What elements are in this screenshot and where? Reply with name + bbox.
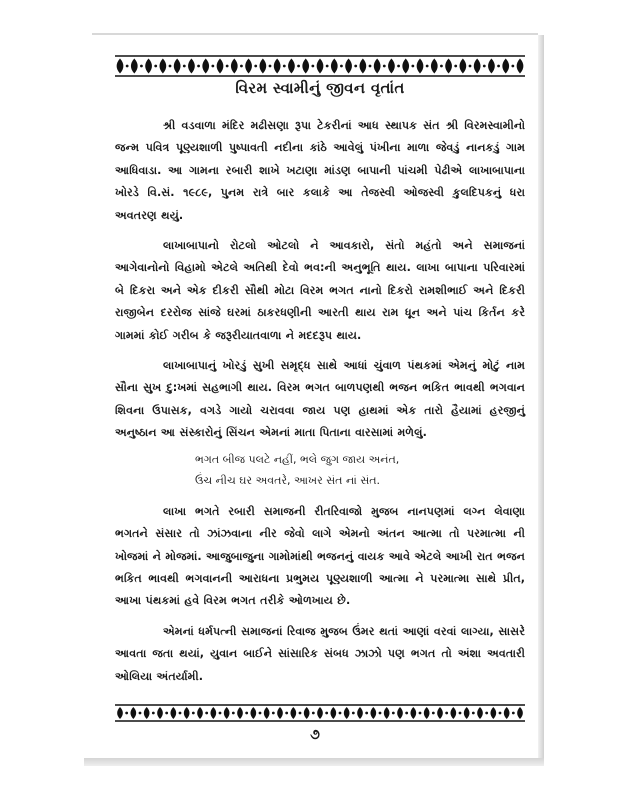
ornament-leaf — [504, 707, 510, 719]
ornament-dot — [285, 712, 288, 715]
paragraph: લાખાબાપાનો રોટલો ઓટલો ને આવકારો, સંતો મહંતો અને સમાજનાં આગેવાનોનો વિહામો એટલે અતિથી દેવો ભવ:ની અનુભૂતિ થાય. લાખા બાપાના પરિવારમાં બે દિકરા અને એક દીકરી સૌથી મોટા વિરમ ભગત નાનો દિકરો રામશીભાઈ અને દિકરી રાજીબેન દરરોજ સાંજે ઘરમાં ઠાકરધણીની આરતી થાય રામ ધૂન અને પાંચ કિર્તન કરે ગામમાં કોઈ ગરીબ કે જરૂરીયાતવાળા ને મદદરૂપ થાય. — [115, 239, 525, 342]
ornament-leaf — [217, 59, 224, 74]
ornament-leaf — [117, 59, 124, 74]
ornament-dot — [392, 712, 395, 715]
ornament-leaf — [374, 59, 381, 74]
ornament-leaf — [424, 707, 430, 719]
ornament-leaf — [277, 707, 283, 719]
document-body — [115, 115, 525, 696]
ornament-dot — [299, 712, 302, 715]
ornament-leaf — [231, 59, 238, 74]
ornament-dot — [272, 712, 275, 715]
ornament-leaf — [210, 707, 216, 719]
ornament-dot — [472, 712, 475, 715]
ornament-dot — [369, 65, 372, 68]
page-edge — [92, 33, 538, 35]
ornament-leaf — [259, 59, 266, 74]
paragraph: એમનાં ધર્મપત્ની સમાજનાં રિવાજ મુજબ ઉંમર થતાં આણાં વરવાં લાગ્યા, સાસરે આવતા જતા થયાં, યુવાન બાઈને સાંસારિક સંબધ ઝાઝો પણ ભગત તો અંશા અવતારી ઓલિયા અંતર્યામી. — [115, 624, 525, 683]
ornament-leaf — [402, 59, 409, 74]
ornament-dot — [211, 65, 214, 68]
ornament-leaf — [384, 707, 390, 719]
ornament-leaf — [331, 59, 338, 74]
ornament-dot — [339, 712, 342, 715]
ornament-dot — [240, 65, 243, 68]
ornament-dot — [354, 65, 357, 68]
ornament-dot — [511, 65, 514, 68]
ornamental-border-bottom — [115, 702, 525, 724]
ornament-dot — [312, 712, 315, 715]
ornament-dot — [483, 65, 486, 68]
page-shadow — [538, 35, 544, 765]
ornament-leaf — [304, 707, 310, 719]
ornament-dot — [226, 65, 229, 68]
ornament-leaf — [517, 59, 524, 74]
paragraph: લાખા ભગતે રબારી સમાજની રીતરિવાજો મુજબ નાનપણમાં લગ્ન લેવાણા ભગતને સંસાર તો ઝાંઝવાના નીર જેવો લાગે એમનો અંતન આત્મા તો પરમાત્મા ની ખોજમાં ને મોજમાં. આજુબાજુના ગામોમાંથી ભજનનું વાયક આવે એટલે આખી રાત ભજન ભકિત ભાવથી ભગવાનની આરાધના પ્રભુમય પૂણ્યશાળી આત્મા ને પરમાત્મા સાથે પ્રીત, આખા પંથકમાં હવે વિરમ ભગત તરીકે ઓળખાય છે. — [115, 504, 525, 608]
ornament-leaf — [184, 707, 190, 719]
ornament-dot — [340, 65, 343, 68]
ornament-dot — [426, 65, 429, 68]
ornament-dot — [297, 65, 300, 68]
ornament-leaf — [197, 707, 203, 719]
ornament-leaf — [130, 707, 136, 719]
ornament-leaf — [330, 707, 336, 719]
ornament-dot — [311, 65, 314, 68]
ornament-dot — [440, 65, 443, 68]
ornament-dot — [269, 65, 272, 68]
ornament-dot — [411, 65, 414, 68]
ornament-leaf — [250, 707, 256, 719]
ornament-leaf — [302, 59, 309, 74]
ornament-leaf — [144, 707, 150, 719]
ornamental-border-top — [115, 53, 525, 79]
ornament-leaf — [410, 707, 416, 719]
ornament-dot — [154, 65, 157, 68]
ornament-leaf — [445, 59, 452, 74]
ornament-leaf — [157, 707, 163, 719]
ornament-dot — [254, 65, 257, 68]
ornament-leaf — [145, 59, 152, 74]
ornament-leaf — [502, 59, 509, 74]
ornament-leaf — [117, 707, 123, 719]
ornament-leaf — [477, 707, 483, 719]
ornament-dot — [379, 712, 382, 715]
ornament-dot — [397, 65, 400, 68]
page-shadow-bottom — [84, 758, 544, 766]
ornament-dot — [326, 65, 329, 68]
verse-line: ભગત બીજ પલટે નહીં, ભલે જુગ જાય અનંત, — [195, 452, 400, 466]
ornament-dot — [283, 65, 286, 68]
paragraph: લાખાબાપાનું ખોરડું સુખી સમૃદ્ધ સાથે આધાં ચુંવાળ પંથકમાં એમનું મોટું નામ સૌના સુખ દુ:ખમાં સહભાગી થાય. વિરમ ભગત બાળપણથી ભજન ભકિત ભાવથી ભગવાન શિવના ઉપાસક, વગડે ગાયો ચરાવવા જાય પણ હાથમાં એક તારો હૈયામાં હરજીનું અનુષ્ઠાન આ સંસ્કારોનું સિંચન એમનાં માતા પિતાના વારસામાં મળેલું. — [115, 359, 525, 440]
ornament-dot — [179, 712, 182, 715]
ornament-dot — [383, 65, 386, 68]
ornament-leaf — [288, 59, 295, 74]
ornament-dot — [485, 712, 488, 715]
ornament-leaf — [431, 59, 438, 74]
ornament-leaf — [290, 707, 296, 719]
ornament-dot — [454, 65, 457, 68]
ornament-leaf — [488, 59, 495, 74]
ornament-dot — [232, 712, 235, 715]
ornament-leaf — [517, 707, 523, 719]
ornament-dot — [445, 712, 448, 715]
page-title: વિરમ સ્વામીનું જીવન વૃતાંત — [235, 79, 405, 97]
ornament-leaf — [397, 707, 403, 719]
ornament-leaf — [245, 59, 252, 74]
ornament-dot — [419, 712, 422, 715]
ornament-dot — [219, 712, 222, 715]
ornament-dot — [325, 712, 328, 715]
ornament-dot — [365, 712, 368, 715]
ornament-dot — [469, 65, 472, 68]
ornament-dot — [139, 712, 142, 715]
ornament-dot — [125, 712, 128, 715]
page-number: ૭ — [310, 727, 320, 743]
ornament-leaf — [345, 59, 352, 74]
ornament-leaf — [370, 707, 376, 719]
ornament-leaf — [202, 59, 209, 74]
ornament-dot — [352, 712, 355, 715]
ornament-dot — [205, 712, 208, 715]
ornament-leaf — [459, 59, 466, 74]
ornament-leaf — [159, 59, 166, 74]
ornament-leaf — [357, 707, 363, 719]
ornament-leaf — [437, 707, 443, 719]
ornament-dot — [165, 712, 168, 715]
ornament-leaf — [317, 59, 324, 74]
ornament-leaf — [224, 707, 230, 719]
ornament-leaf — [417, 59, 424, 74]
ornament-dot — [259, 712, 262, 715]
ornament-dot — [169, 65, 172, 68]
ornament-dot — [245, 712, 248, 715]
ornament-dot — [192, 712, 195, 715]
ornament-leaf — [131, 59, 138, 74]
ornament-dot — [499, 712, 502, 715]
ornament-dot — [497, 65, 500, 68]
ornament-leaf — [450, 707, 456, 719]
ornament-leaf — [174, 59, 181, 74]
ornament-leaf — [344, 707, 350, 719]
ornament-dot — [152, 712, 155, 715]
ornament-leaf — [388, 59, 395, 74]
ornament-leaf — [188, 59, 195, 74]
ornament-dot — [432, 712, 435, 715]
ornament-leaf — [490, 707, 496, 719]
ornament-leaf — [317, 707, 323, 719]
ornament-leaf — [264, 707, 270, 719]
ornament-dot — [459, 712, 462, 715]
verse-couplet — [195, 449, 525, 491]
ornament-dot — [183, 65, 186, 68]
ornament-dot — [197, 65, 200, 68]
ornament-dot — [512, 712, 515, 715]
ornament-dot — [405, 712, 408, 715]
ornament-dot — [140, 65, 143, 68]
ornament-dot — [126, 65, 129, 68]
ornament-leaf — [237, 707, 243, 719]
ornament-leaf — [464, 707, 470, 719]
verse-line: ઉંચ નીચ ઘર અવતરે, આખર સંત નાં સંત. — [195, 473, 381, 487]
ornament-leaf — [170, 707, 176, 719]
ornament-leaf — [274, 59, 281, 74]
paragraph: શ્રી વડવાળા મંદિર મઢીસણા રૂપા ટેકરીનાં આધ સ્થાપક સંત શ્રી વિરમસ્વામીનો જન્મ પવિત્ર પૂણ્યશાળી પુષ્પાવતી નદીના કાંઠે આવેલું પંખીના માળા જેવડું નાનકડું ગામ આધિવાડા. આ ગામના રબારી શાખે ખટાણા માંડણ બાપાની પાંચમી પેઢીએ લાખાબાપાના ખોરડે વિ.સં. ૧૯૮૯, પુનમ રાત્રે બાર કલાકે આ તેજસ્વી ઓજસ્વી કુલદિપકનું ધરા અવતરણ થયું. — [115, 119, 525, 222]
ornament-leaf — [359, 59, 366, 74]
ornament-leaf — [474, 59, 481, 74]
